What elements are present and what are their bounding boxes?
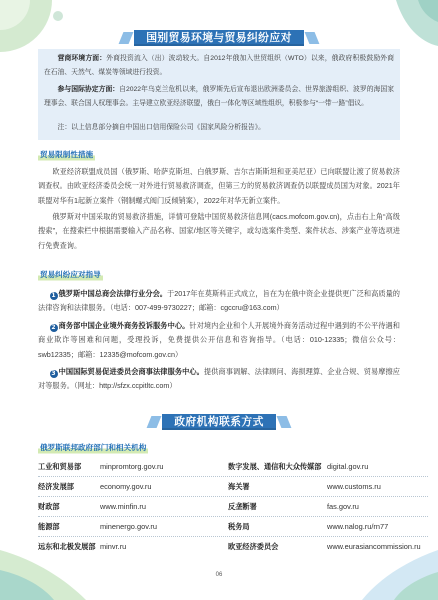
international-agreements-text: 自2022年乌克兰危机以来，俄罗斯先后宣布退出欧洲委员会、世界旅游组织、波罗的海国家理事会、联合国人权理事会。主导建立欧亚经济联盟，俄白一体化等区域性组织，积极参与“一带一路”倡议。 [44,85,395,108]
trade-remedy-lookup-paragraph: 俄罗斯对中国采取的贸易救济措施，详情可登陆中国贸易救济信息网(cacs.mofcom.gov.cn)，点击右上角“高级搜索”，在搜索栏中根据需要输入产品名称、国家/地区等关键字，或勾选案件类型、案件状态、涉案产业等选项进行免费查询。 [38,212,400,250]
organization-description: 于2017年在莫斯科正式成立，旨在为在俄中资企业提供更广泛和高质量的法律咨询和法律服务。（电话：007-499-9730227；邮箱：cgccru@163.com） [38,289,400,313]
table-row [38,457,428,477]
business-environment-paragraph [44,52,394,81]
organization-name: 俄罗斯中国总商会法律行业分会。 [58,289,168,298]
trade-restrictions-paragraph: 欧亚经济联盟成员国（俄罗斯、哈萨克斯坦、白俄罗斯、吉尔吉斯斯坦和亚美尼亚）已向联盟让渡了贸易救济调查权。由欧亚经济委员会统一对外进行贸易救济调查，但第三方的贸易救济调查仍以联盟成员国为对象。2021年联盟对华有1起新立案件（钢制螺式阀门反倾销案），2022年对华无新立案件。 [38,167,400,205]
agency-name: 欧亚经济委员会 [228,542,279,551]
agency-website: digital.gov.ru [327,462,369,471]
page-number: 06 [215,572,223,578]
organization-name: 商务部中国企业境外商务投诉服务中心。 [58,320,190,330]
trade-restrictions-heading: 贸易限制性措施 [38,148,95,162]
agency-name: 反垄断署 [228,502,257,511]
international-agreements-paragraph [44,83,394,112]
trade-section-banner: 国别贸易环境与贸易纠纷应对 [134,30,304,46]
agency-website: www.nalog.ru/rn77 [327,522,389,531]
agency-name: 财政部 [38,502,60,511]
trade-banner-row [0,30,438,46]
agency-website: fas.gov.ru [327,502,359,511]
agency-website: minpromtorg.gov.ru [100,462,164,471]
contacts-banner-row [0,414,438,430]
contacts-section-banner: 政府机构联系方式 [162,414,276,430]
table-row [38,497,428,517]
agency-name: 海关署 [228,482,250,491]
dispute-guidance-list [38,287,400,394]
agency-name: 税务局 [228,522,250,531]
business-environment-label: 营商环境方面： [57,55,107,62]
source-note: 注：以上信息部分摘自中国出口信用保险公司《国家风险分析报告》。 [57,123,265,131]
international-agreements-label: 参与国际协定方面： [57,85,120,93]
table-row [38,477,428,497]
agency-website: www.customs.ru [327,482,381,491]
contacts-subheading: 俄罗斯联邦政府部门和相关机构 [38,441,148,455]
agency-website: economy.gov.ru [100,482,152,491]
government-contacts-table [38,457,428,557]
table-row [38,537,428,557]
list-item [38,319,400,362]
organization-description: 针对境内企业和个人开展境外商务活动过程中遇到的不公平待遇和商业欺诈等困难和问题，受理投诉，免费提供公开信息和咨询指导。（电话：010-12335；微信公众号：swb12335；邮箱：12335@mofcom.gov.cn） [38,320,400,359]
agency-name: 数字发展、通信和大众传媒部 [228,462,322,471]
circled-number-badge: 1 [51,292,56,299]
agency-name: 经济发展部 [38,482,74,491]
agency-website: www.eurasiancommission.ru [327,542,421,551]
country-overview-box [38,49,400,140]
agency-name: 远东和北极发展部 [38,542,96,551]
agency-name: 能源部 [38,522,60,531]
organization-name: 中国国际贸易促进委员会商事法律服务中心。 [58,367,204,377]
organization-description: 提供商事调解、法律顾问、海损理算、企业合规、贸易摩擦应对等服务。（网址：http://sfzx.ccpitltc.com） [38,367,400,391]
circled-number-badge: 2 [51,323,56,331]
agency-website: minenergo.gov.ru [100,522,157,531]
table-row [38,517,428,537]
agency-name: 工业和贸易部 [38,462,82,471]
agency-website: minvr.ru [100,542,127,551]
circled-number-badge: 3 [51,370,56,378]
trade-restrictions-body [38,165,400,253]
business-environment-text: 外商投资流入（出）波动较大。自2012年俄加入世贸组织（WTO）以来，俄政府积极鼓励外商在石油、天然气、煤炭等领域进行投资。 [44,55,394,77]
list-item [38,365,400,394]
agency-website: www.minfin.ru [100,502,146,511]
dispute-guidance-heading: 贸易纠纷应对指导 [38,268,103,282]
list-item [38,287,400,316]
